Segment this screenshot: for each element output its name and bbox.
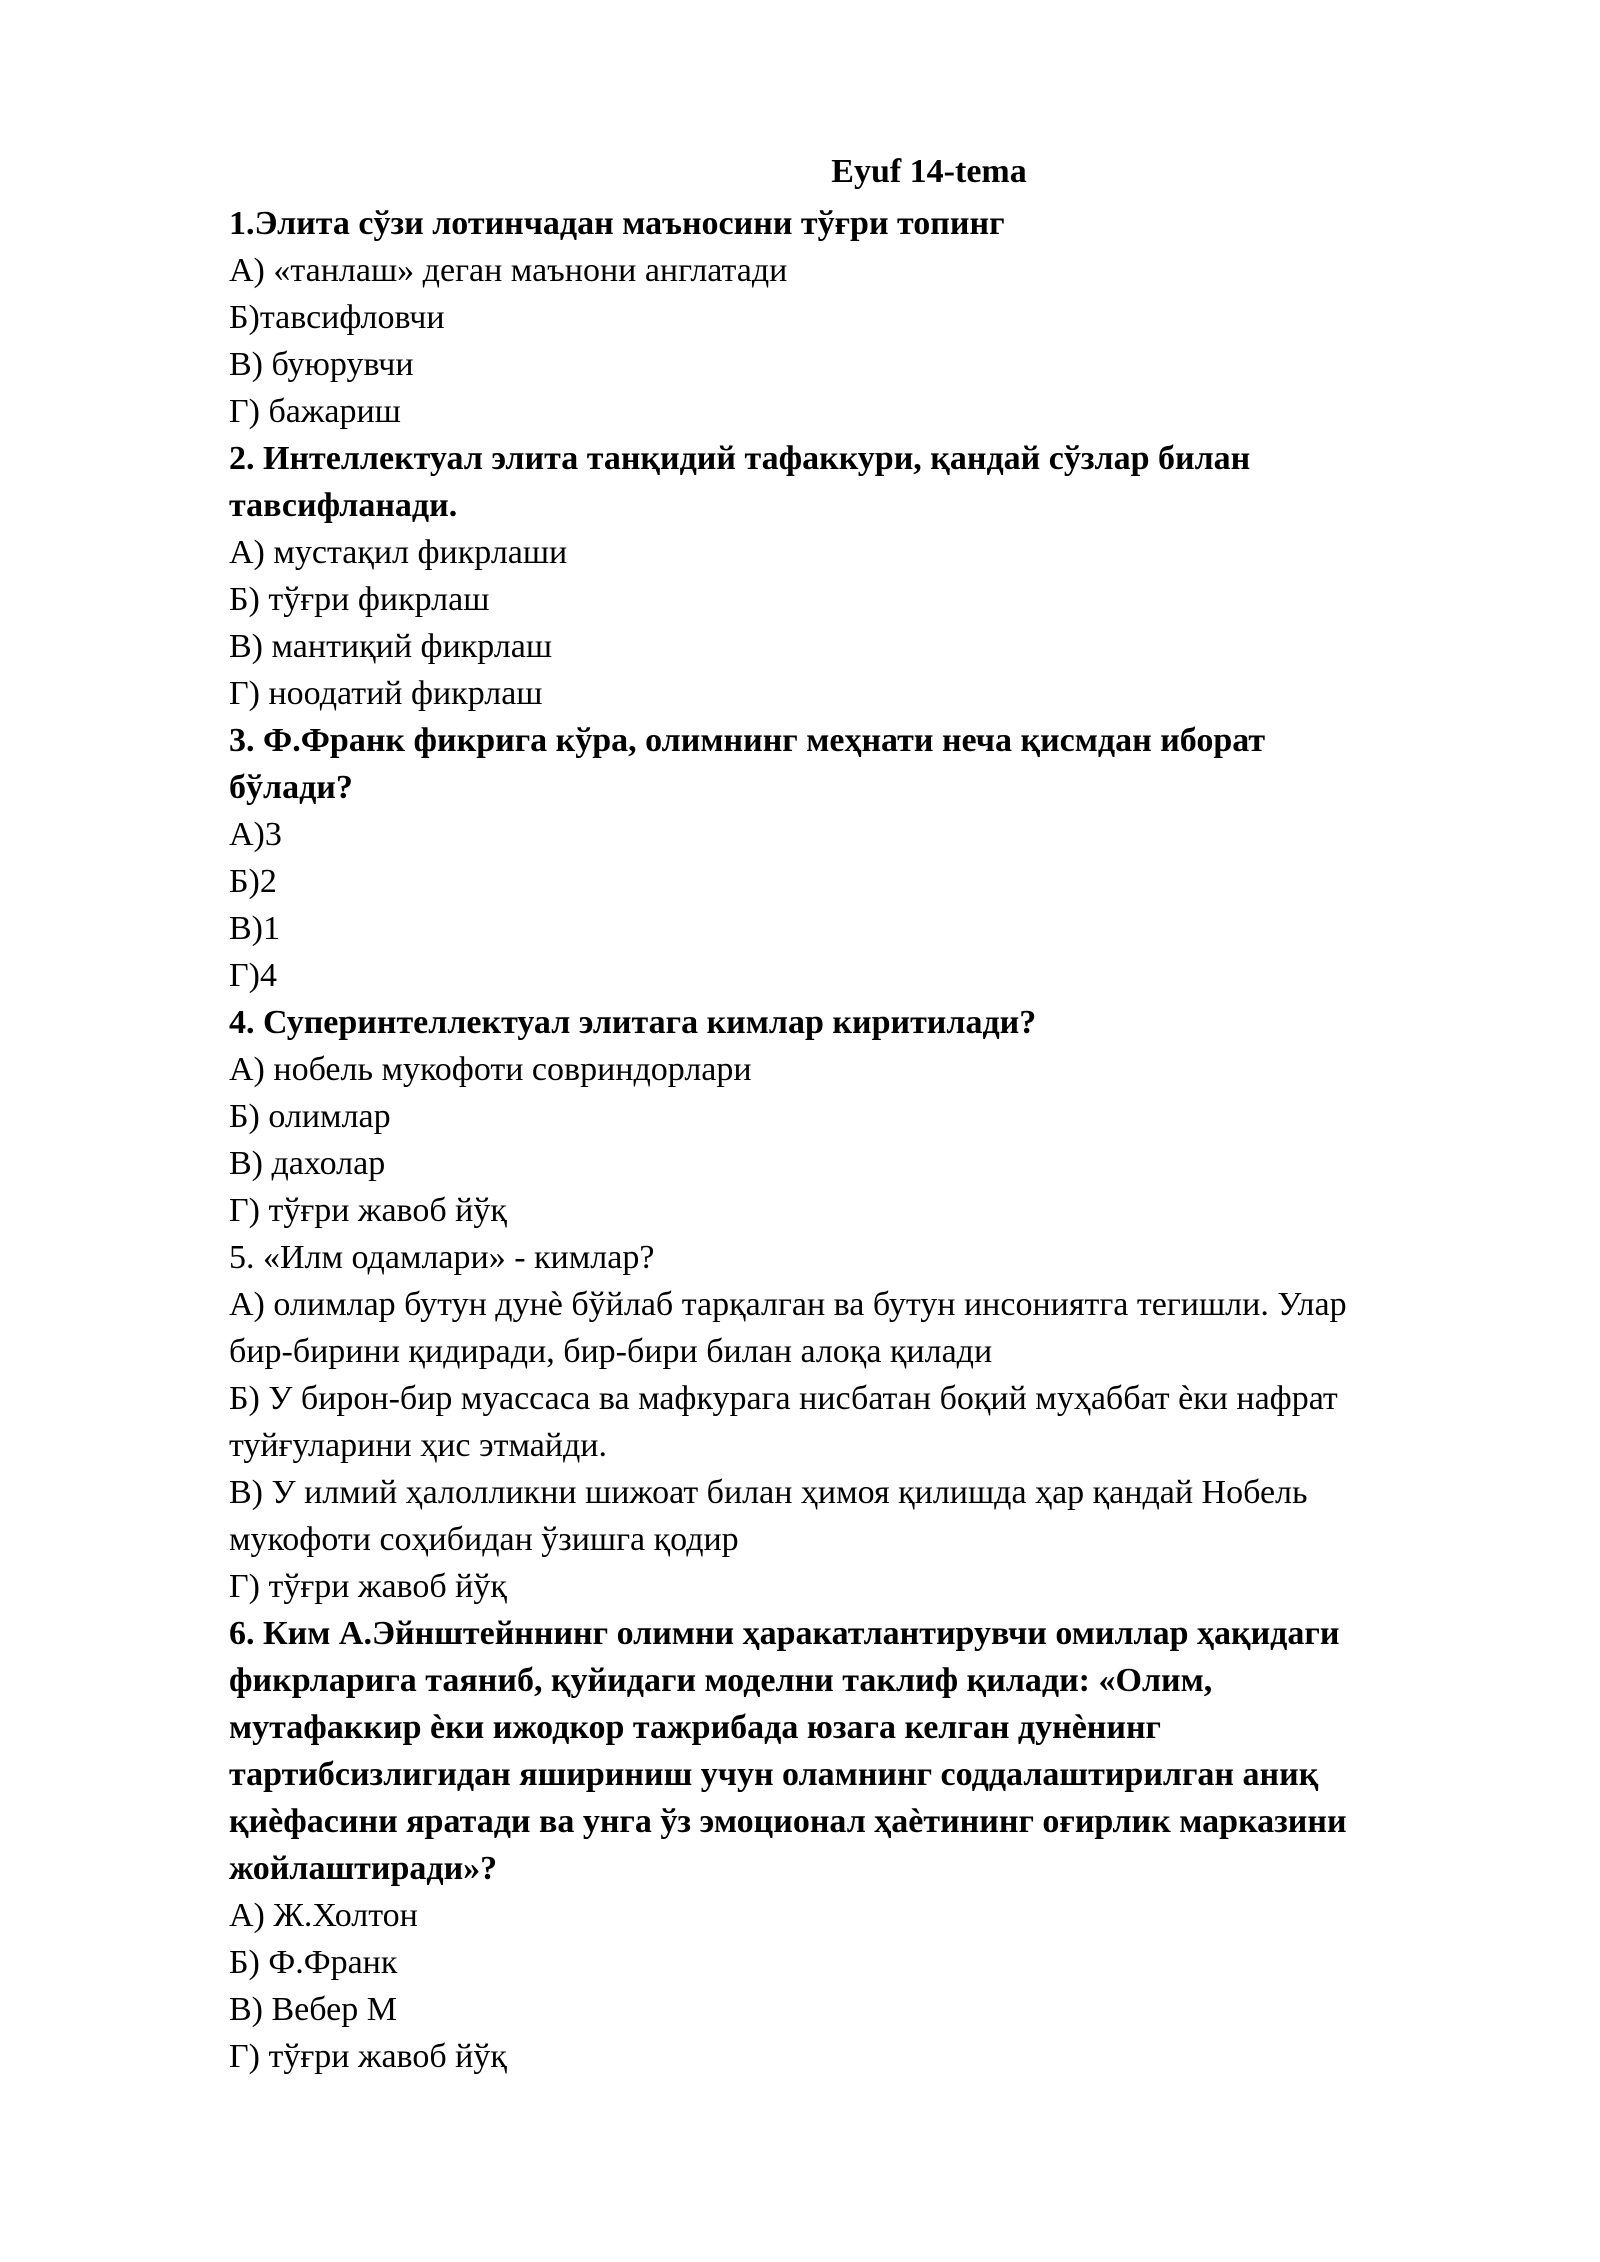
answer-option: А)3 xyxy=(229,816,282,853)
answer-option: Г)4 xyxy=(229,957,277,994)
answer-option: В)1 xyxy=(229,910,280,947)
answer-option: В) У илмий ҳалолликни шижоат билан ҳимоя қилишда ҳар қандай Нобель xyxy=(229,1474,1308,1511)
answer-option: А) «танлаш» деган маънони англатади xyxy=(229,252,788,289)
question-text: 3. Ф.Франк фикрига кўра, олимнинг меҳнати неча қисмдан иборат xyxy=(229,722,1266,759)
question-block-6 xyxy=(229,1610,1489,2080)
answer-option: Б) У бирон-бир муассаса ва мафкурага нисбатан боқий муҳаббат ѐки нафрат xyxy=(229,1380,1338,1417)
answer-option: Б)тавсифловчи xyxy=(229,299,445,336)
question-block-1 xyxy=(229,200,1489,435)
answer-option: Г) тўғри жавоб йўқ xyxy=(229,1568,507,1605)
question-text: тартибсизлигидан яшириниш учун оламнинг соддалаштирилган аниқ xyxy=(229,1756,1319,1793)
question-text: 6. Ким А.Эйнштейннинг олимни ҳаракатлантирувчи омиллар ҳақидаги xyxy=(229,1615,1340,1652)
question-block-3 xyxy=(229,717,1489,999)
question-text: қиѐфасини яратади ва унга ўз эмоционал ҳаѐтининг оғирлик марказини xyxy=(229,1803,1347,1840)
answer-option: Г) бажариш xyxy=(229,393,401,430)
question-text: 2. Интеллектуал элита танқидий тафаккури, қандай сўзлар билан xyxy=(229,440,1251,477)
answer-option: А) мустақил фикрлаши xyxy=(229,534,568,571)
question-block-5 xyxy=(229,1234,1489,1610)
answer-option: Б) тўғри фикрлаш xyxy=(229,581,490,618)
answer-option: А) Ж.Холтон xyxy=(229,1897,418,1934)
question-block-2 xyxy=(229,435,1489,717)
question-text: фикрларига таяниб, қуйидаги моделни таклиф қилади: «Олим, xyxy=(229,1662,1213,1699)
answer-option: В) буюрувчи xyxy=(229,346,414,383)
question-text: 5. «Илм одамлари» - кимлар? xyxy=(229,1239,655,1276)
question-text: жойлаштиради»? xyxy=(229,1850,498,1887)
answer-option: Г) тўғри жавоб йўқ xyxy=(229,1192,507,1229)
answer-option: мукофоти соҳибидан ўзишга қодир xyxy=(229,1521,739,1558)
answer-option: Б)2 xyxy=(229,863,277,900)
question-text: 1.Элита сўзи лотинчадан маъносини тўғри топинг xyxy=(229,205,1005,242)
question-text: бўлади? xyxy=(229,769,353,806)
page-title: Eyuf 14-tema xyxy=(831,153,1027,190)
answer-option: бир-бирини қидиради, бир-бири билан алоқа қилади xyxy=(229,1333,993,1370)
answer-option: В) Вебер М xyxy=(229,1991,397,2028)
question-text: мутафаккир ѐки ижодкор тажрибада юзага келган дунѐнинг xyxy=(229,1709,1161,1746)
answer-option: А) нобель мукофоти совриндорлари xyxy=(229,1051,752,1088)
answer-option: Б) олимлар xyxy=(229,1098,391,1135)
answer-option: Г) тўғри жавоб йўқ xyxy=(229,2038,507,2075)
answer-option: В) мантиқий фикрлаш xyxy=(229,628,553,665)
question-text: 4. Суперинтеллектуал элитага кимлар киритилади? xyxy=(229,1004,1037,1041)
answer-option: туйғуларини ҳис этмайди. xyxy=(229,1427,608,1464)
answer-option: В) дахолар xyxy=(229,1145,386,1182)
answer-option: Б) Ф.Франк xyxy=(229,1944,398,1981)
question-block-4 xyxy=(229,999,1489,1234)
document-content xyxy=(229,148,1489,2080)
question-text: тавсифланади. xyxy=(229,487,458,524)
answer-option: Г) ноодатий фикрлаш xyxy=(229,675,543,712)
answer-option: А) олимлар бутун дунѐ бўйлаб тарқалган ва бутун инсониятга тегишли. Улар xyxy=(229,1286,1347,1323)
